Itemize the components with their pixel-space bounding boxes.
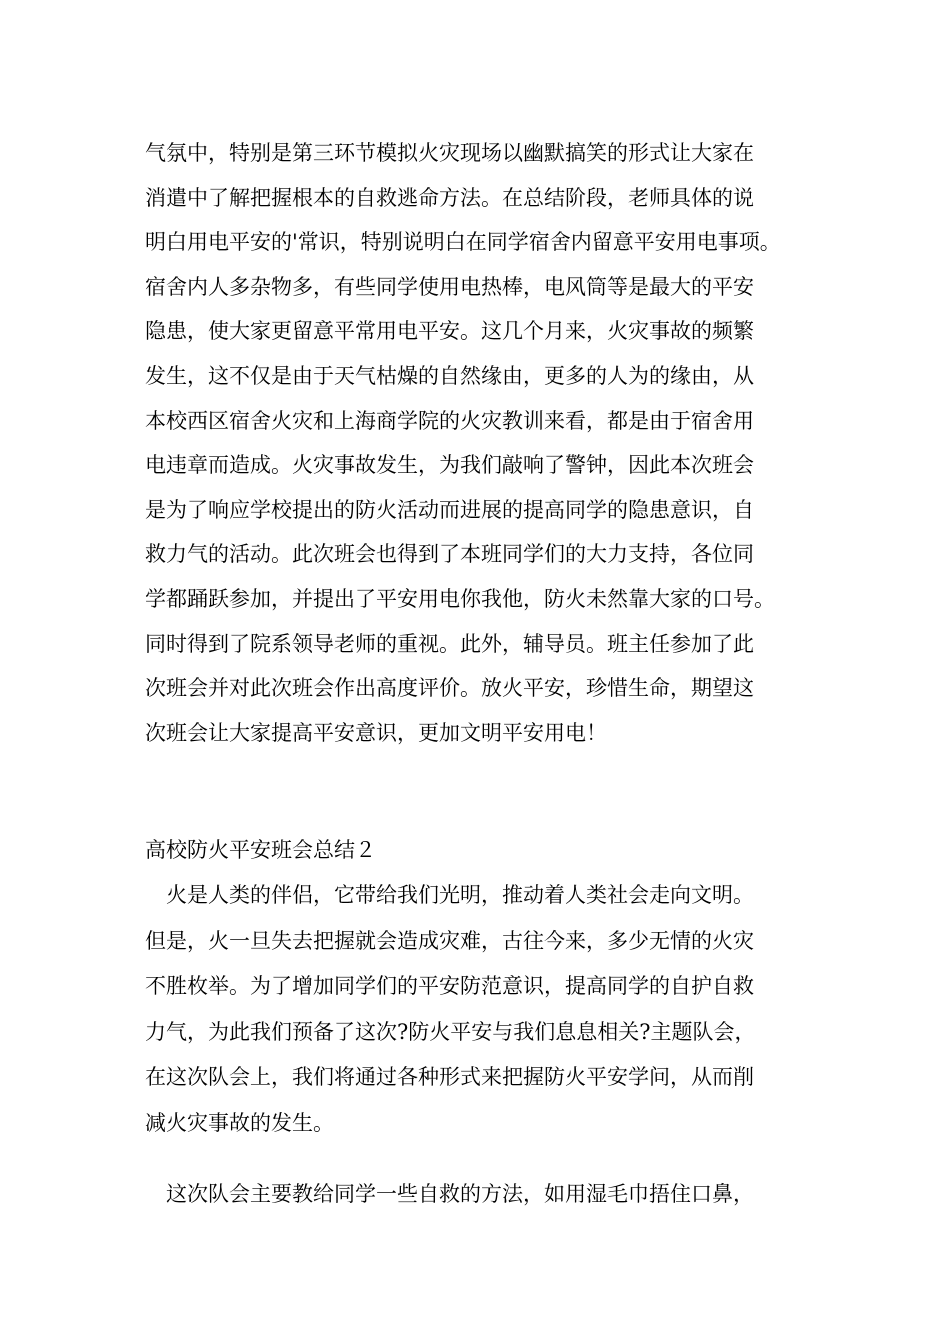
text-line: 在这次队会上，我们将通过各种形式来把握防火平安学问，从而削: [145, 1065, 754, 1089]
text-line: 学都踊跃参加，并提出了平安用电你我他，防火未然靠大家的口号。: [145, 586, 775, 611]
text-line: 火是人类的伴侣，它带给我们光明，推动着人类社会走向文明。: [166, 883, 754, 907]
text-line: 但是，火一旦失去把握就会造成灾难，古往今来，多少无情的火灾: [145, 928, 754, 953]
text-line: 力气，为此我们预备了这次?防火平安与我们息息相关?主题队会，: [145, 1019, 756, 1044]
text-line: 消遣中了解把握根本的自救逃命方法。在总结阶段，老师具体的说: [145, 185, 754, 210]
text-line: 发生，这不仅是由于天气枯燥的自然缘由，更多的人为的缘由，从: [145, 363, 754, 388]
text-line: 本校西区宿舍火灾和上海商学院的火灾教训来看，都是由于宿舍用: [145, 408, 754, 433]
text-line: 不胜枚举。为了增加同学们的平安防范意识，提高同学的自护自救: [145, 974, 754, 998]
text-line: 同时得到了院系领导老师的重视。此外，辅导员。班主任参加了此: [145, 631, 754, 656]
paragraph-section-3: [145, 1172, 835, 1218]
paragraph-section-2: [145, 873, 835, 1146]
text-line: 次班会并对此次班会作出高度评价。放火平安，珍惜生命，期望这: [145, 676, 754, 701]
text-line: 是为了响应学校提出的防火活动而进展的提高同学的隐患意识，自: [145, 497, 754, 522]
text-line: 救力气的活动。此次班会也得到了本班同学们的大力支持，各位同: [145, 542, 754, 567]
text-line: 气氛中，特别是第三环节模拟火灾现场以幽默搞笑的形式让大家在: [145, 141, 754, 165]
paragraph-section-1: [145, 131, 835, 755]
text-line: 宿舍内人多杂物多，有些同学使用电热棒，电风筒等是最大的平安: [145, 274, 754, 299]
text-line: 次班会让大家提高平安意识，更加文明平安用电！: [145, 720, 607, 745]
text-line: 隐患，使大家更留意平常用电平安。这几个月来，火灾事故的频繁: [145, 319, 754, 344]
text-line: 减火灾事故的发生。: [145, 1110, 334, 1135]
text-line: 明白用电平安的'常识，特别说明白在同学宿舍内留意平安用电事项。: [145, 230, 781, 255]
section-heading: 高校防火平安班会总结２: [145, 838, 376, 862]
text-line: 电违章而造成。火灾事故发生，为我们敲响了警钟，因此本次班会: [145, 453, 754, 478]
text-line: 这次队会主要教给同学一些自救的方法，如用湿毛巾捂住口鼻，: [166, 1182, 754, 1206]
